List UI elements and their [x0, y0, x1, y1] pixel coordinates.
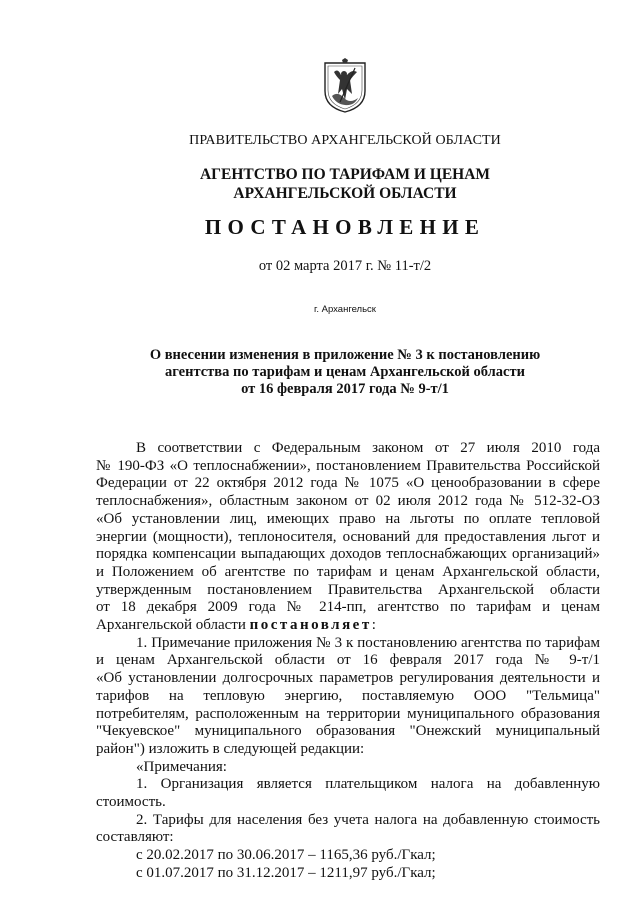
- preamble-last-text: Архангельской области: [96, 617, 246, 634]
- preamble-line: от 18 декабря 2009 года № 214-пп, агентство по тарифам и ценам: [96, 599, 600, 616]
- agency-title-line2: АРХАНГЕЛЬСКОЙ ОБЛАСТИ: [233, 185, 457, 202]
- decree-city: г. Архангельск: [314, 304, 376, 315]
- preamble-last-line: [96, 617, 600, 635]
- coat-of-arms-icon: [322, 58, 368, 114]
- notes-heading: «Примечания:: [136, 758, 227, 775]
- subject-line2: агентства по тарифам и ценам Архангельской области: [165, 364, 525, 380]
- decree-date: от 02 марта 2017 г. № 11-т/2: [258, 258, 432, 274]
- preamble-line: порядка компенсации выпадающих доходов теплоснабжающих организаций»: [96, 546, 600, 563]
- note2-line1: 2. Тарифы для населения без учета налога на добавленную стоимость: [136, 811, 600, 828]
- decree-subject: [0, 347, 640, 398]
- preamble-line: энергии (мощности), теплоносителя, оснований для предоставления льгот и: [96, 528, 600, 545]
- item1-line: потребителям, расположенным на территории муниципального образования: [96, 705, 600, 722]
- item1-last-line: район") изложить в следующей редакции:: [96, 740, 365, 757]
- preamble-paragraph: [96, 440, 600, 883]
- item1-line: "Чекуевское" муниципального образования "Онежский муниципальный: [96, 723, 600, 740]
- preamble-line: и Положением об агентстве по тарифам и ценам Архангельской области,: [96, 563, 600, 580]
- preamble-line: В соответствии с Федеральным законом от 27 июля 2010 года: [136, 440, 600, 456]
- agency-title-line1: АГЕНТСТВО ПО ТАРИФАМ И ЦЕНАМ: [199, 166, 491, 183]
- item1-line: и ценам Архангельской области от 16 февраля 2017 года № 9-т/1: [96, 652, 600, 669]
- item1-line: тарифов на тепловую энергию, поставляемую ООО "Тельмица": [96, 687, 600, 704]
- preamble-colon: :: [371, 617, 376, 634]
- note1-line2: стоимость.: [96, 794, 166, 811]
- preamble-line: «Об установлении лиц, имеющих право на льготы по оплате тепловой: [96, 510, 600, 527]
- agency-title: [0, 165, 640, 203]
- tariff-line-1: с 20.02.2017 по 30.06.2017 – 1165,36 руб./Гкал;: [136, 847, 436, 864]
- decree-title: ПОСТАНОВЛЕНИЕ: [204, 215, 486, 239]
- item1-line: «Об установлении долгосрочных параметров регулирования деятельности и: [96, 670, 600, 687]
- note1-line1: 1. Организация является плательщиком налога на добавленную: [136, 776, 600, 793]
- preamble-line: теплоснабжения», областным законом от 02 июля 2012 года № 512-32-ОЗ: [96, 493, 600, 510]
- government-title: ПРАВИТЕЛЬСТВО АРХАНГЕЛЬСКОЙ ОБЛАСТИ: [189, 133, 501, 148]
- preamble-line: утвержденным постановлением Правительства Архангельской области: [96, 581, 600, 598]
- decree-keyword: постановляет: [249, 617, 372, 634]
- subject-line3: от 16 февраля 2017 года № 9-т/1: [241, 381, 449, 397]
- item1-line: 1. Примечание приложения № 3 к постановлению агентства по тарифам: [136, 634, 600, 651]
- note2-line2: составляют:: [96, 829, 174, 846]
- tariff-line-2: с 01.07.2017 по 31.12.2017 – 1211,97 руб./Гкал;: [136, 864, 436, 881]
- preamble-line: Федерации от 22 октября 2012 года № 1075 «О ценообразовании в сфере: [96, 475, 600, 492]
- subject-line1: О внесении изменения в приложение № 3 к постановлению: [149, 347, 541, 363]
- preamble-line: № 190-ФЗ «О теплоснабжении», постановлением Правительства Российской: [96, 457, 600, 474]
